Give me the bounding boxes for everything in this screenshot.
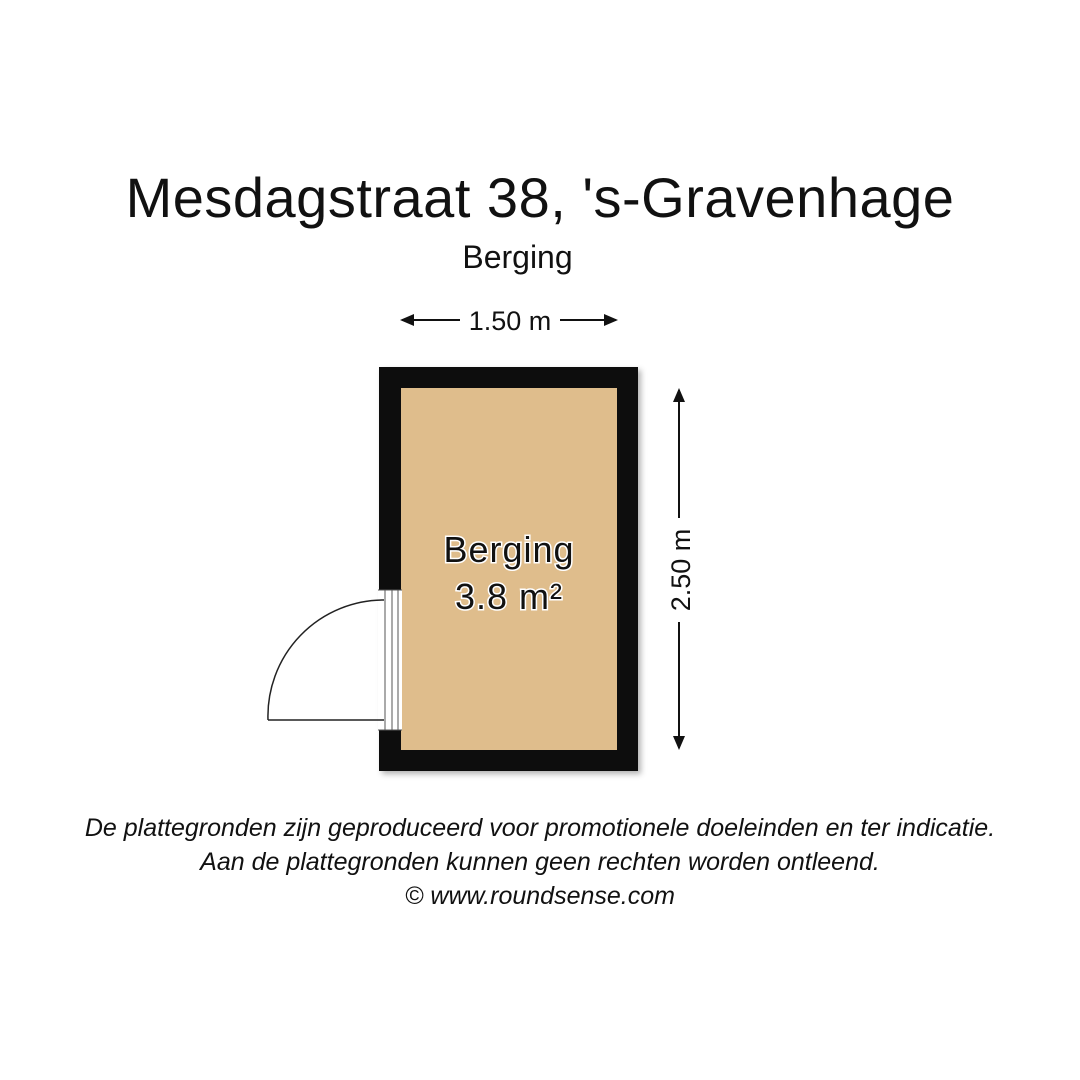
width-label: 1.50 m [468,306,552,336]
width-dimension [400,306,618,336]
room-name-label: Berging [443,529,575,570]
disclaimer-line-1: De plattegronden zijn geproduceerd voor promotionele doeleinden en ter indicatie. [84,814,996,842]
floorplan-subtitle: Berging [462,239,573,275]
copyright-line: © www.roundsense.com [405,882,675,910]
room-area-label: 3.8 m² [454,576,564,617]
door-swing [268,600,384,720]
height-dimension [666,388,696,750]
floorplan-title: Mesdagstraat 38, 's-Gravenhage [125,166,955,229]
room-berging [268,367,638,771]
disclaimer-line-2: Aan de plattegronden kunnen geen rechten worden ontleend. [200,848,880,876]
height-label: 2.50 m [666,528,696,612]
